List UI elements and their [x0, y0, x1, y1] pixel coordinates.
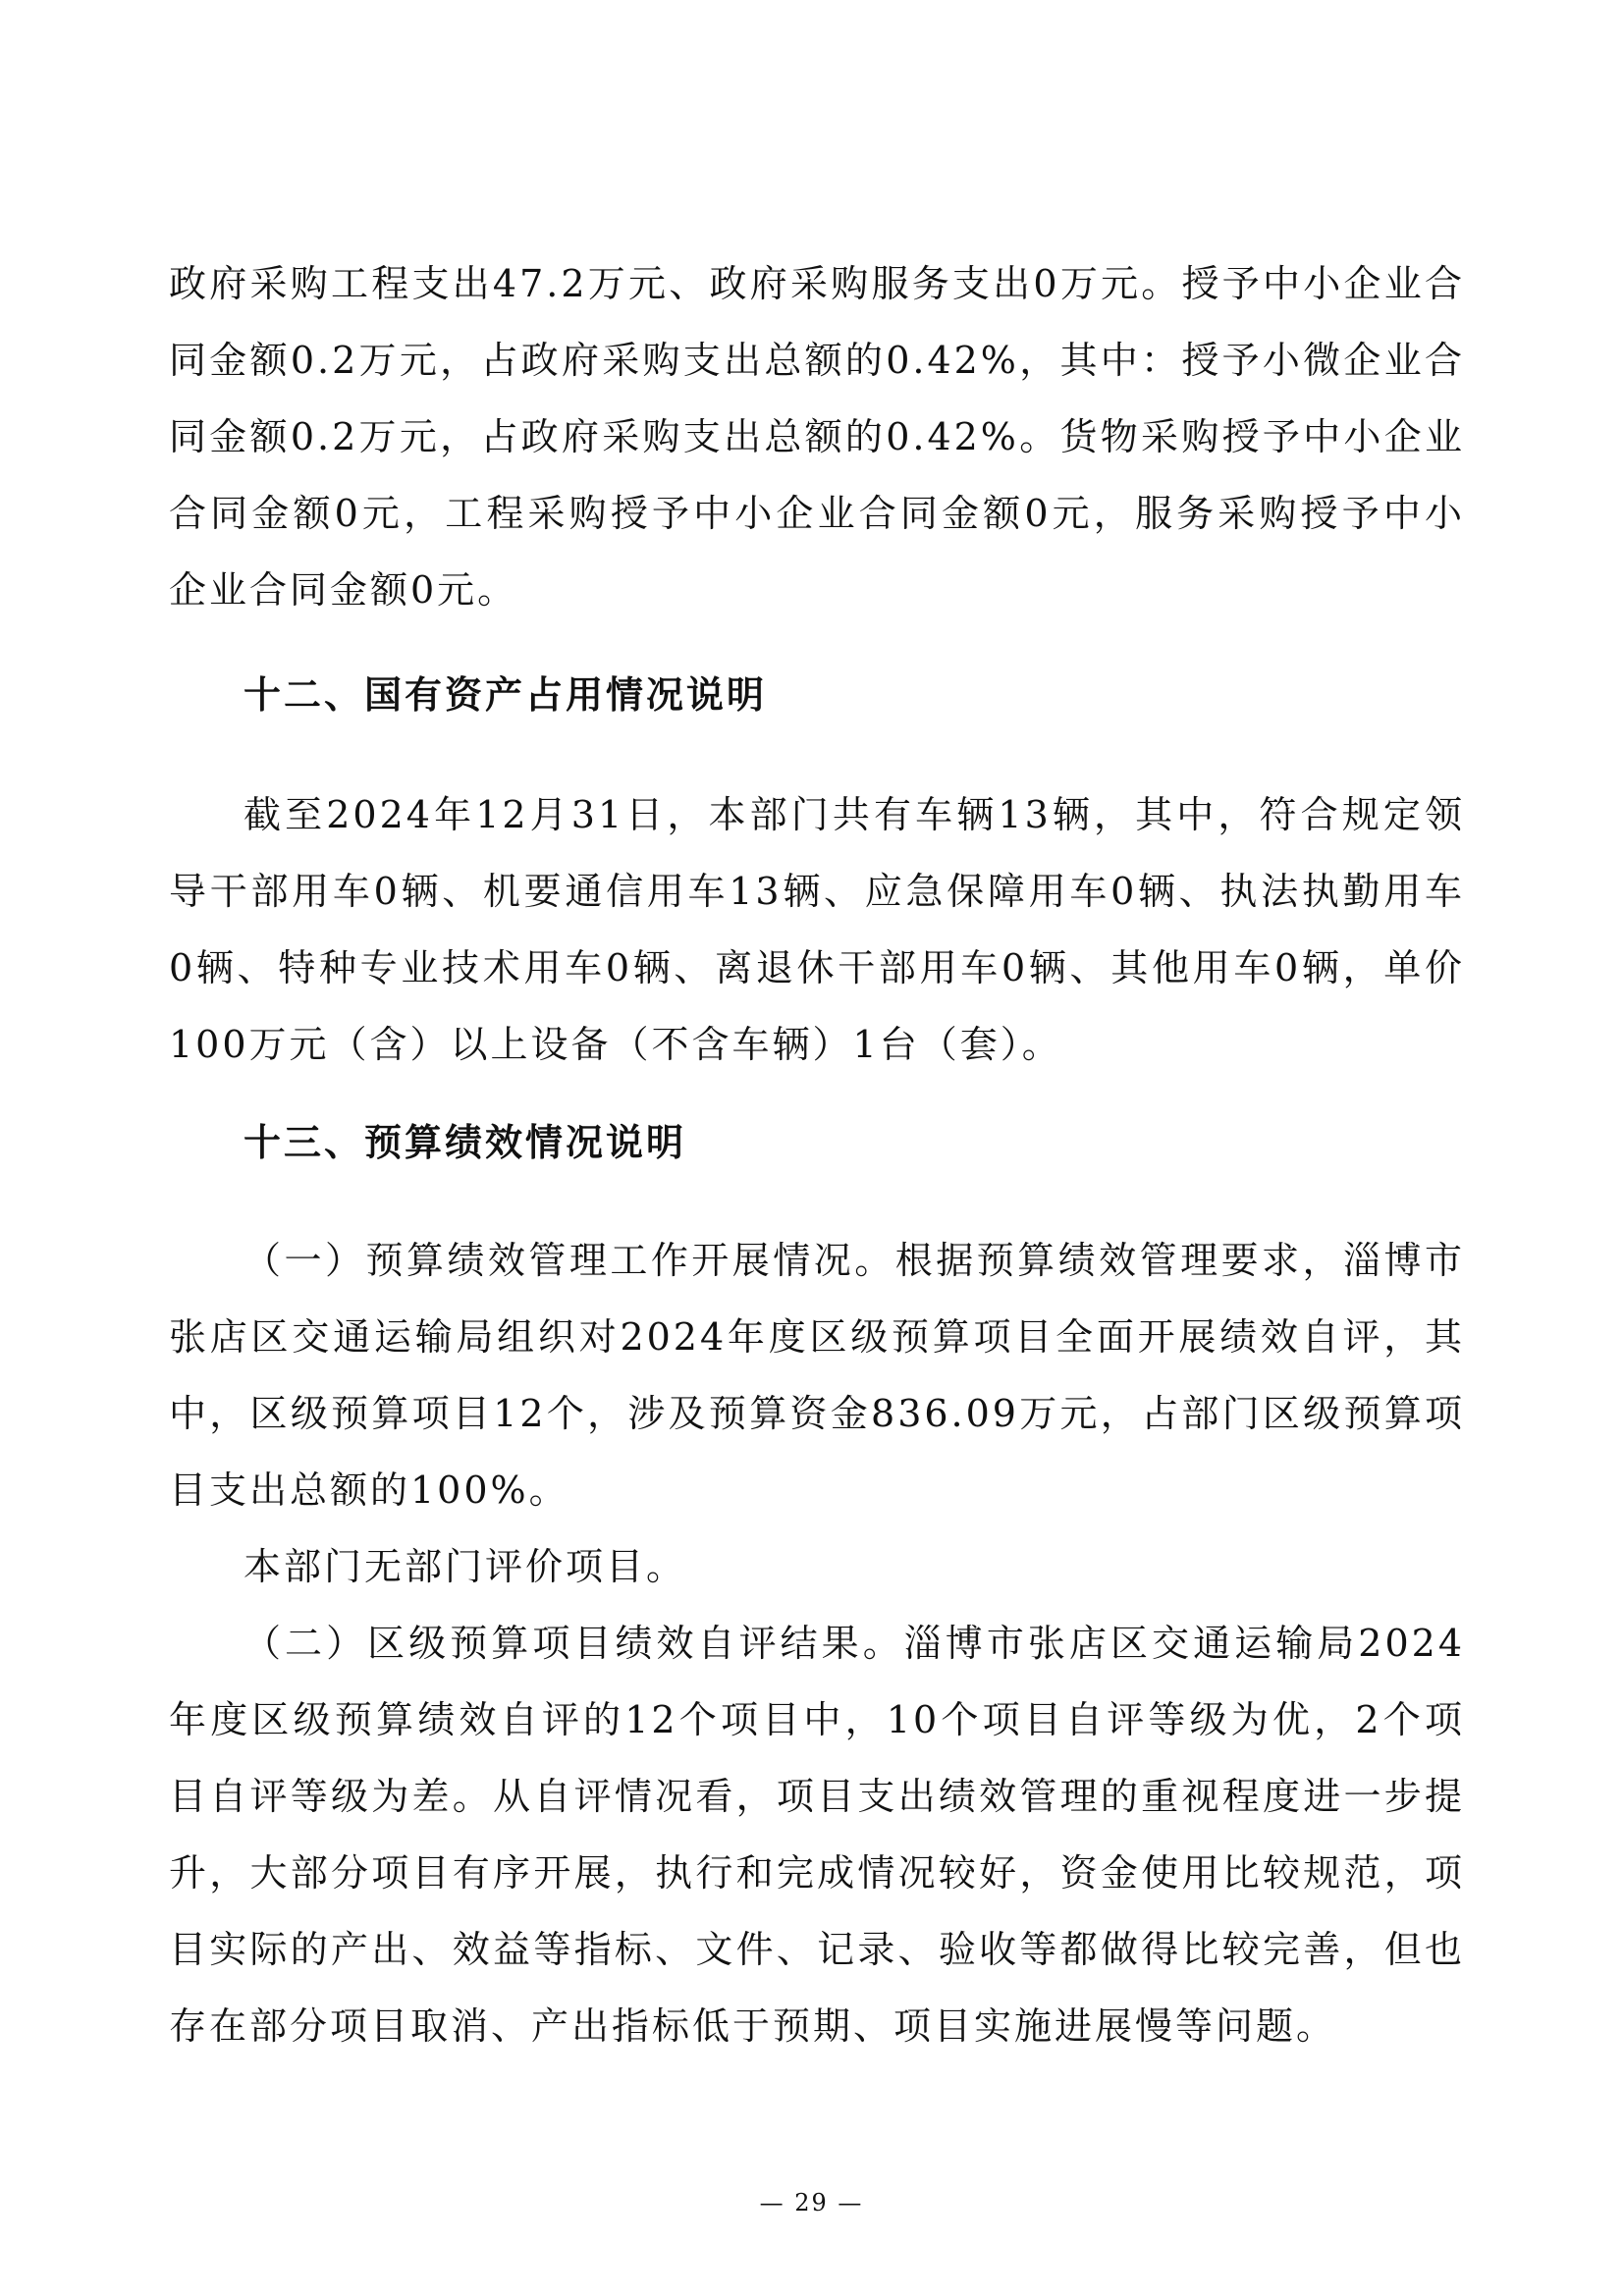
paragraph-self-evaluation-results: （二）区级预算项目绩效自评结果。淄博市张店区交通运输局2024年度区级预算绩效自评的12个项目中，10个项目自评等级为优，2个项目自评等级为差。从自评情况看，项目支出绩效管理的重视程度进一步提升，大部分项目有序开展，执行和完成情况较好，资金使用比较规范，项目实际的产出、效益等指标、文件、记录、验收等都做得比较完善，但也存在部分项目取消、产出指标低于预期、项目实施进展慢等问题。: [169, 1622, 1465, 2048]
paragraph-government-procurement: 政府采购工程支出47.2万元、政府采购服务支出0万元。授予中小企业合同金额0.2万元，占政府采购支出总额的0.42%，其中：授予小微企业合同金额0.2万元，占政府采购支出总额的0.42%。货物采购授予中小企业合同金额0元，工程采购授予中小企业合同金额0元，服务采购授予中小企业合同金额0元。: [169, 262, 1465, 612]
heading-budget-performance: 十三、预算绩效情况说明: [243, 1121, 687, 1164]
page-number: — 29 —: [759, 2189, 864, 2216]
paragraph-vehicles-equipment: 截至2024年12月31日，本部门共有车辆13辆，其中，符合规定领导干部用车0辆、机要通信用车13辆、应急保障用车0辆、执法执勤用车0辆、特种专业技术用车0辆、离退休干部用车0辆、其他用车0辆，单价100万元（含）以上设备（不含车辆）1台（套）。: [169, 793, 1465, 1066]
paragraph-performance-management: （一）预算绩效管理工作开展情况。根据预算绩效管理要求，淄博市张店区交通运输局组织对2024年度区级预算项目全面开展绩效自评，其中，区级预算项目12个，涉及预算资金836.09万元，占部门区级预算项目支出总额的100%。: [169, 1239, 1465, 1512]
paragraph-no-evaluation-projects: 本部门无部门评价项目。: [243, 1545, 687, 1588]
heading-state-assets: 十二、国有资产占用情况说明: [243, 673, 768, 717]
